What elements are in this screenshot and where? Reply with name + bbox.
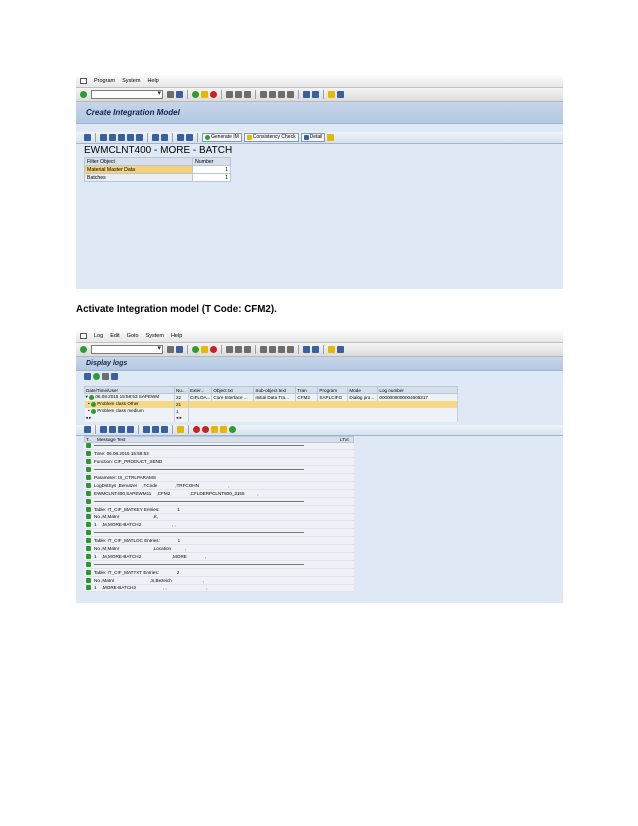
scroll-left-arrow[interactable]: ◂ ▸: [85, 415, 175, 422]
cancel-icon[interactable]: [210, 346, 217, 353]
success-count-icon[interactable]: [229, 426, 236, 433]
menu-goto[interactable]: Goto: [126, 333, 139, 339]
separator: [323, 90, 324, 99]
print-icon[interactable]: [226, 91, 233, 98]
error-count-icon[interactable]: [202, 426, 209, 433]
back-icon[interactable]: [192, 91, 199, 98]
message-row[interactable]: [84, 474, 354, 482]
separator: [255, 345, 256, 354]
find-next-icon[interactable]: [244, 346, 251, 353]
export-icon[interactable]: [161, 134, 168, 141]
cancel-icon[interactable]: [210, 91, 217, 98]
sort-desc-icon[interactable]: [109, 426, 116, 433]
message-text: [94, 564, 304, 565]
message-row[interactable]: [84, 450, 354, 458]
date-time-user-text: 06.08.2015 15:58:53 SAPEWM: [95, 394, 160, 400]
command-field[interactable]: [91, 345, 163, 354]
success-lamp-icon: [86, 522, 91, 527]
sort-asc-icon[interactable]: [100, 426, 107, 433]
col-filter-object: Filter Object: [85, 158, 193, 166]
message-row[interactable]: [84, 490, 354, 498]
consistency-check-button[interactable]: [244, 133, 299, 142]
standard-toolbar: [76, 343, 563, 357]
scroll-right-arrow[interactable]: ◂ ▸: [175, 415, 189, 422]
exit-icon[interactable]: [201, 346, 208, 353]
col-number: Number: [193, 158, 231, 166]
separator: [187, 90, 188, 99]
message-text: [94, 445, 304, 446]
window-icon[interactable]: [80, 333, 87, 339]
menu-edit[interactable]: Edit: [110, 333, 120, 339]
success-lamp-icon: [86, 585, 91, 590]
print-preview-icon[interactable]: [143, 426, 150, 433]
filter-icon[interactable]: [118, 426, 125, 433]
message-row[interactable]: [84, 585, 354, 593]
consistency-check-label: Consistency Check: [252, 134, 296, 140]
save-icon[interactable]: [176, 91, 183, 98]
total-icon[interactable]: [127, 426, 134, 433]
separator: [95, 133, 96, 142]
exit-icon[interactable]: [201, 91, 208, 98]
menu-help[interactable]: Help: [170, 333, 183, 339]
separator: [197, 133, 198, 142]
detail-label: Detail: [309, 134, 323, 140]
message-row[interactable]: [84, 482, 354, 490]
col-type: T..: [86, 436, 91, 442]
filter-object-cell[interactable]: Batches: [85, 174, 193, 182]
warning-count-icon[interactable]: [211, 426, 218, 433]
success-lamp-icon: [86, 499, 91, 504]
separator: [172, 425, 173, 434]
collapse-icon[interactable]: [102, 373, 109, 380]
success-lamp-icon: [86, 467, 91, 472]
layout-select-icon[interactable]: [161, 426, 168, 433]
generate-im-label: Generate IM: [211, 134, 239, 140]
number-cell[interactable]: 21: [175, 401, 189, 408]
info-count-icon[interactable]: [220, 426, 227, 433]
history-icon[interactable]: [167, 346, 174, 353]
separator: [188, 425, 189, 434]
menu-log[interactable]: Log: [94, 333, 104, 339]
screen-title-bar: [76, 357, 563, 371]
subobject-text-cell[interactable]: Initial Data Tra...: [254, 394, 296, 401]
filter-object-cell[interactable]: Material Master Data: [85, 166, 193, 174]
export-icon[interactable]: [152, 426, 159, 433]
empty-cell: [189, 401, 458, 408]
prev-page-icon[interactable]: [269, 91, 276, 98]
new-session-icon[interactable]: [303, 91, 310, 98]
message-row[interactable]: [84, 577, 354, 585]
generate-im-button[interactable]: [202, 133, 242, 142]
first-page-icon[interactable]: [260, 91, 267, 98]
message-text: [94, 532, 304, 533]
success-lamp-icon: [86, 554, 91, 559]
print-preview-icon[interactable]: [152, 134, 159, 141]
log-table: [84, 386, 458, 422]
col-transaction: Tran: [296, 387, 318, 394]
message-text: [94, 469, 304, 470]
message-row[interactable]: [84, 466, 354, 474]
col-object-text: Object txt: [212, 387, 254, 394]
message-row[interactable]: [84, 506, 354, 514]
success-lamp-icon: [86, 491, 91, 496]
layout-select-icon[interactable]: [177, 134, 184, 141]
message-text: No.,M,Matnr ,Location ,: [94, 546, 187, 552]
message-row[interactable]: [84, 443, 354, 451]
sort-desc-icon[interactable]: [109, 134, 116, 141]
number-cell[interactable]: 1: [193, 166, 231, 174]
scroll-row: [85, 415, 458, 422]
prev-page-icon[interactable]: [269, 346, 276, 353]
message-text: [94, 501, 304, 502]
filter-icon[interactable]: [118, 134, 125, 141]
enter-icon[interactable]: [80, 91, 87, 98]
detail-icon: [304, 135, 309, 140]
separator: [221, 90, 222, 99]
enter-icon[interactable]: [80, 346, 87, 353]
separator: [298, 345, 299, 354]
col-subobject-text: Sub-object text: [254, 387, 296, 394]
col-log-number: Log number: [378, 387, 458, 394]
col-message-text: Message Text: [97, 436, 126, 442]
success-lamp-icon: [86, 443, 91, 448]
message-row[interactable]: [84, 553, 354, 561]
external-cell[interactable]: CIFLOA...: [190, 394, 211, 400]
filter-object-table: [84, 157, 231, 182]
transaction-cell[interactable]: CFM2: [296, 394, 318, 401]
help-icon[interactable]: [328, 91, 335, 98]
back-icon[interactable]: [192, 346, 199, 353]
problem-class-text: Problem class Other: [97, 401, 139, 407]
success-lamp-icon: [86, 562, 91, 567]
menu-bar: [76, 330, 563, 343]
number-cell[interactable]: 1: [193, 174, 231, 182]
screen-title: Create Integration Model: [86, 108, 180, 117]
first-page-icon[interactable]: [260, 346, 267, 353]
menu-program[interactable]: Program: [94, 78, 116, 84]
separator: [323, 345, 324, 354]
status-icon: [91, 402, 96, 407]
menu-system[interactable]: System: [122, 78, 141, 84]
col-external: Exter...: [189, 387, 212, 394]
success-lamp-icon: [86, 514, 91, 519]
success-lamp-icon: [86, 530, 91, 535]
message-text: Parameter: IS_CTRLPARAMS: [94, 475, 156, 480]
find-icon[interactable]: [235, 91, 242, 98]
shortcut-icon[interactable]: [312, 346, 319, 353]
details-icon[interactable]: [84, 426, 91, 433]
date-time-user-cell[interactable]: ▾ 06.08.2015 15:58:53 SAPEWM: [85, 394, 175, 401]
message-row[interactable]: [84, 521, 354, 529]
execute-icon: [205, 135, 210, 140]
history-icon[interactable]: [167, 91, 174, 98]
message-text: No.,Matnr ,S,Bezeich ,: [94, 577, 204, 583]
empty-cell: [189, 415, 458, 422]
details-icon[interactable]: [84, 134, 91, 141]
shortcut-icon[interactable]: [312, 91, 319, 98]
separator: [95, 425, 96, 434]
message-text: No.,M,Matnr ,K,: [94, 514, 159, 520]
success-lamp-icon: [86, 475, 91, 480]
standard-toolbar: [76, 88, 563, 102]
success-lamp-icon: [86, 538, 91, 543]
new-session-icon[interactable]: [303, 346, 310, 353]
next-page-icon[interactable]: [278, 91, 285, 98]
message-text: EWMCLNT400,SAPEWM11 ,CFM2 ,CFLDERPCLNT800_3155 ,: [94, 490, 259, 496]
message-text: Table: IT_CIF_MATTXT Entries: 2: [94, 569, 180, 575]
last-page-icon[interactable]: [287, 91, 294, 98]
separator: [187, 345, 188, 354]
separator: [172, 133, 173, 142]
table-row[interactable]: [85, 408, 458, 415]
message-rows: [84, 443, 354, 593]
separator: [221, 345, 222, 354]
message-row[interactable]: [84, 498, 354, 506]
message-header: [84, 436, 354, 443]
window-icon[interactable]: [80, 78, 87, 84]
separator: [147, 133, 148, 142]
menu-bar: [76, 75, 563, 88]
info-icon[interactable]: [111, 373, 118, 380]
model-heading: EWMCLNT400 - MORE - BATCH: [84, 145, 233, 156]
help-icon[interactable]: [328, 346, 335, 353]
detail-button[interactable]: [301, 133, 326, 142]
print-icon[interactable]: [226, 346, 233, 353]
table-row[interactable]: [85, 401, 458, 408]
problem-class-text: Problem class medium: [97, 408, 144, 414]
message-row[interactable]: [84, 458, 354, 466]
message-text: Function: CIF_PRODUCT_SEND: [94, 459, 163, 465]
col-number: Nu...: [175, 387, 189, 394]
separator: [255, 90, 256, 99]
menu-system[interactable]: System: [145, 333, 164, 339]
app-toolbar: [76, 371, 563, 382]
separator: [298, 90, 299, 99]
screen-title: Display logs: [86, 360, 128, 367]
technical-info-icon[interactable]: [177, 426, 184, 433]
message-text: Table: IT_CIF_MATKEY Entries: 1: [94, 506, 180, 512]
find-next-icon[interactable]: [244, 91, 251, 98]
expand-icon[interactable]: [93, 373, 100, 380]
layout-icon[interactable]: [337, 346, 344, 353]
col-program: Program: [318, 387, 348, 394]
message-row[interactable]: [84, 529, 354, 537]
save-icon[interactable]: [176, 346, 183, 353]
table-row[interactable]: [85, 166, 231, 174]
message-text: Time: 06.08.2015 15:58:53: [94, 451, 149, 457]
message-row[interactable]: [84, 545, 354, 553]
success-lamp-icon: [86, 570, 91, 575]
find-icon[interactable]: [235, 346, 242, 353]
status-icon: [89, 395, 94, 400]
success-lamp-icon: [86, 578, 91, 583]
success-lamp-icon: [86, 546, 91, 551]
message-row[interactable]: [84, 561, 354, 569]
col-date-time-user: Date/Time/User: [85, 387, 175, 394]
problem-class-cell[interactable]: • Problem class medium: [85, 408, 175, 415]
sort-asc-icon[interactable]: [100, 134, 107, 141]
message-text: Table: IT_CIF_MATLOC Entries: 1: [94, 538, 181, 544]
create-integration-model-screen: [76, 75, 563, 289]
success-lamp-icon: [86, 451, 91, 456]
last-page-icon[interactable]: [287, 346, 294, 353]
alv-toolbar: [76, 132, 563, 144]
command-field[interactable]: [91, 90, 163, 99]
empty-cell: [189, 408, 458, 415]
layout-change-icon[interactable]: [186, 134, 193, 141]
refresh-icon[interactable]: [84, 373, 91, 380]
status-icon: [91, 409, 96, 414]
col-long-text: LTxt: [340, 436, 349, 442]
message-text: 1 ,M,MORE-BATCH2 ,MORE ,: [94, 553, 206, 559]
number-cell[interactable]: 22: [175, 394, 189, 401]
subtotal-icon[interactable]: [136, 134, 143, 141]
layout-icon[interactable]: [337, 91, 344, 98]
message-panel: [84, 436, 354, 593]
message-row[interactable]: [84, 569, 354, 577]
success-lamp-icon: [86, 459, 91, 464]
message-text: 1 ,MORE-BATCH2 , , ,: [94, 585, 208, 591]
col-mode: Mode: [348, 387, 378, 394]
object-text-cell[interactable]: Core Interface ...: [212, 394, 254, 401]
separator: [138, 425, 139, 434]
display-logs-screen: [76, 330, 563, 603]
number-cell[interactable]: 1: [175, 408, 189, 415]
message-text: LogDstSys ,Benutzer ,TCode ,TRFCOHN ,: [94, 482, 230, 488]
check-icon: [247, 135, 252, 140]
log-number-cell[interactable]: 0000000000004505317: [378, 394, 458, 401]
caption: Activate Integration model (T Code: CFM2).: [76, 304, 277, 315]
success-lamp-icon: [86, 483, 91, 488]
menu-help[interactable]: Help: [147, 78, 159, 84]
table-row[interactable]: [85, 174, 231, 182]
mode-cell[interactable]: Dialog pro...: [348, 394, 378, 401]
problem-class-cell[interactable]: • Problem class Other: [85, 401, 175, 408]
info-icon[interactable]: [327, 134, 334, 141]
table-row[interactable]: [85, 394, 458, 401]
total-icon[interactable]: [127, 134, 134, 141]
success-lamp-icon: [86, 507, 91, 512]
message-row[interactable]: [84, 537, 354, 545]
screen-title-bar: [76, 102, 563, 124]
program-cell[interactable]: SAPLCIFG: [318, 394, 348, 401]
next-page-icon[interactable]: [278, 346, 285, 353]
message-text: 1 ,M,MORE-BATCH2 , ,: [94, 522, 176, 528]
error-filter-icon[interactable]: [193, 426, 200, 433]
alv-toolbar: [76, 425, 563, 436]
message-row[interactable]: [84, 514, 354, 522]
